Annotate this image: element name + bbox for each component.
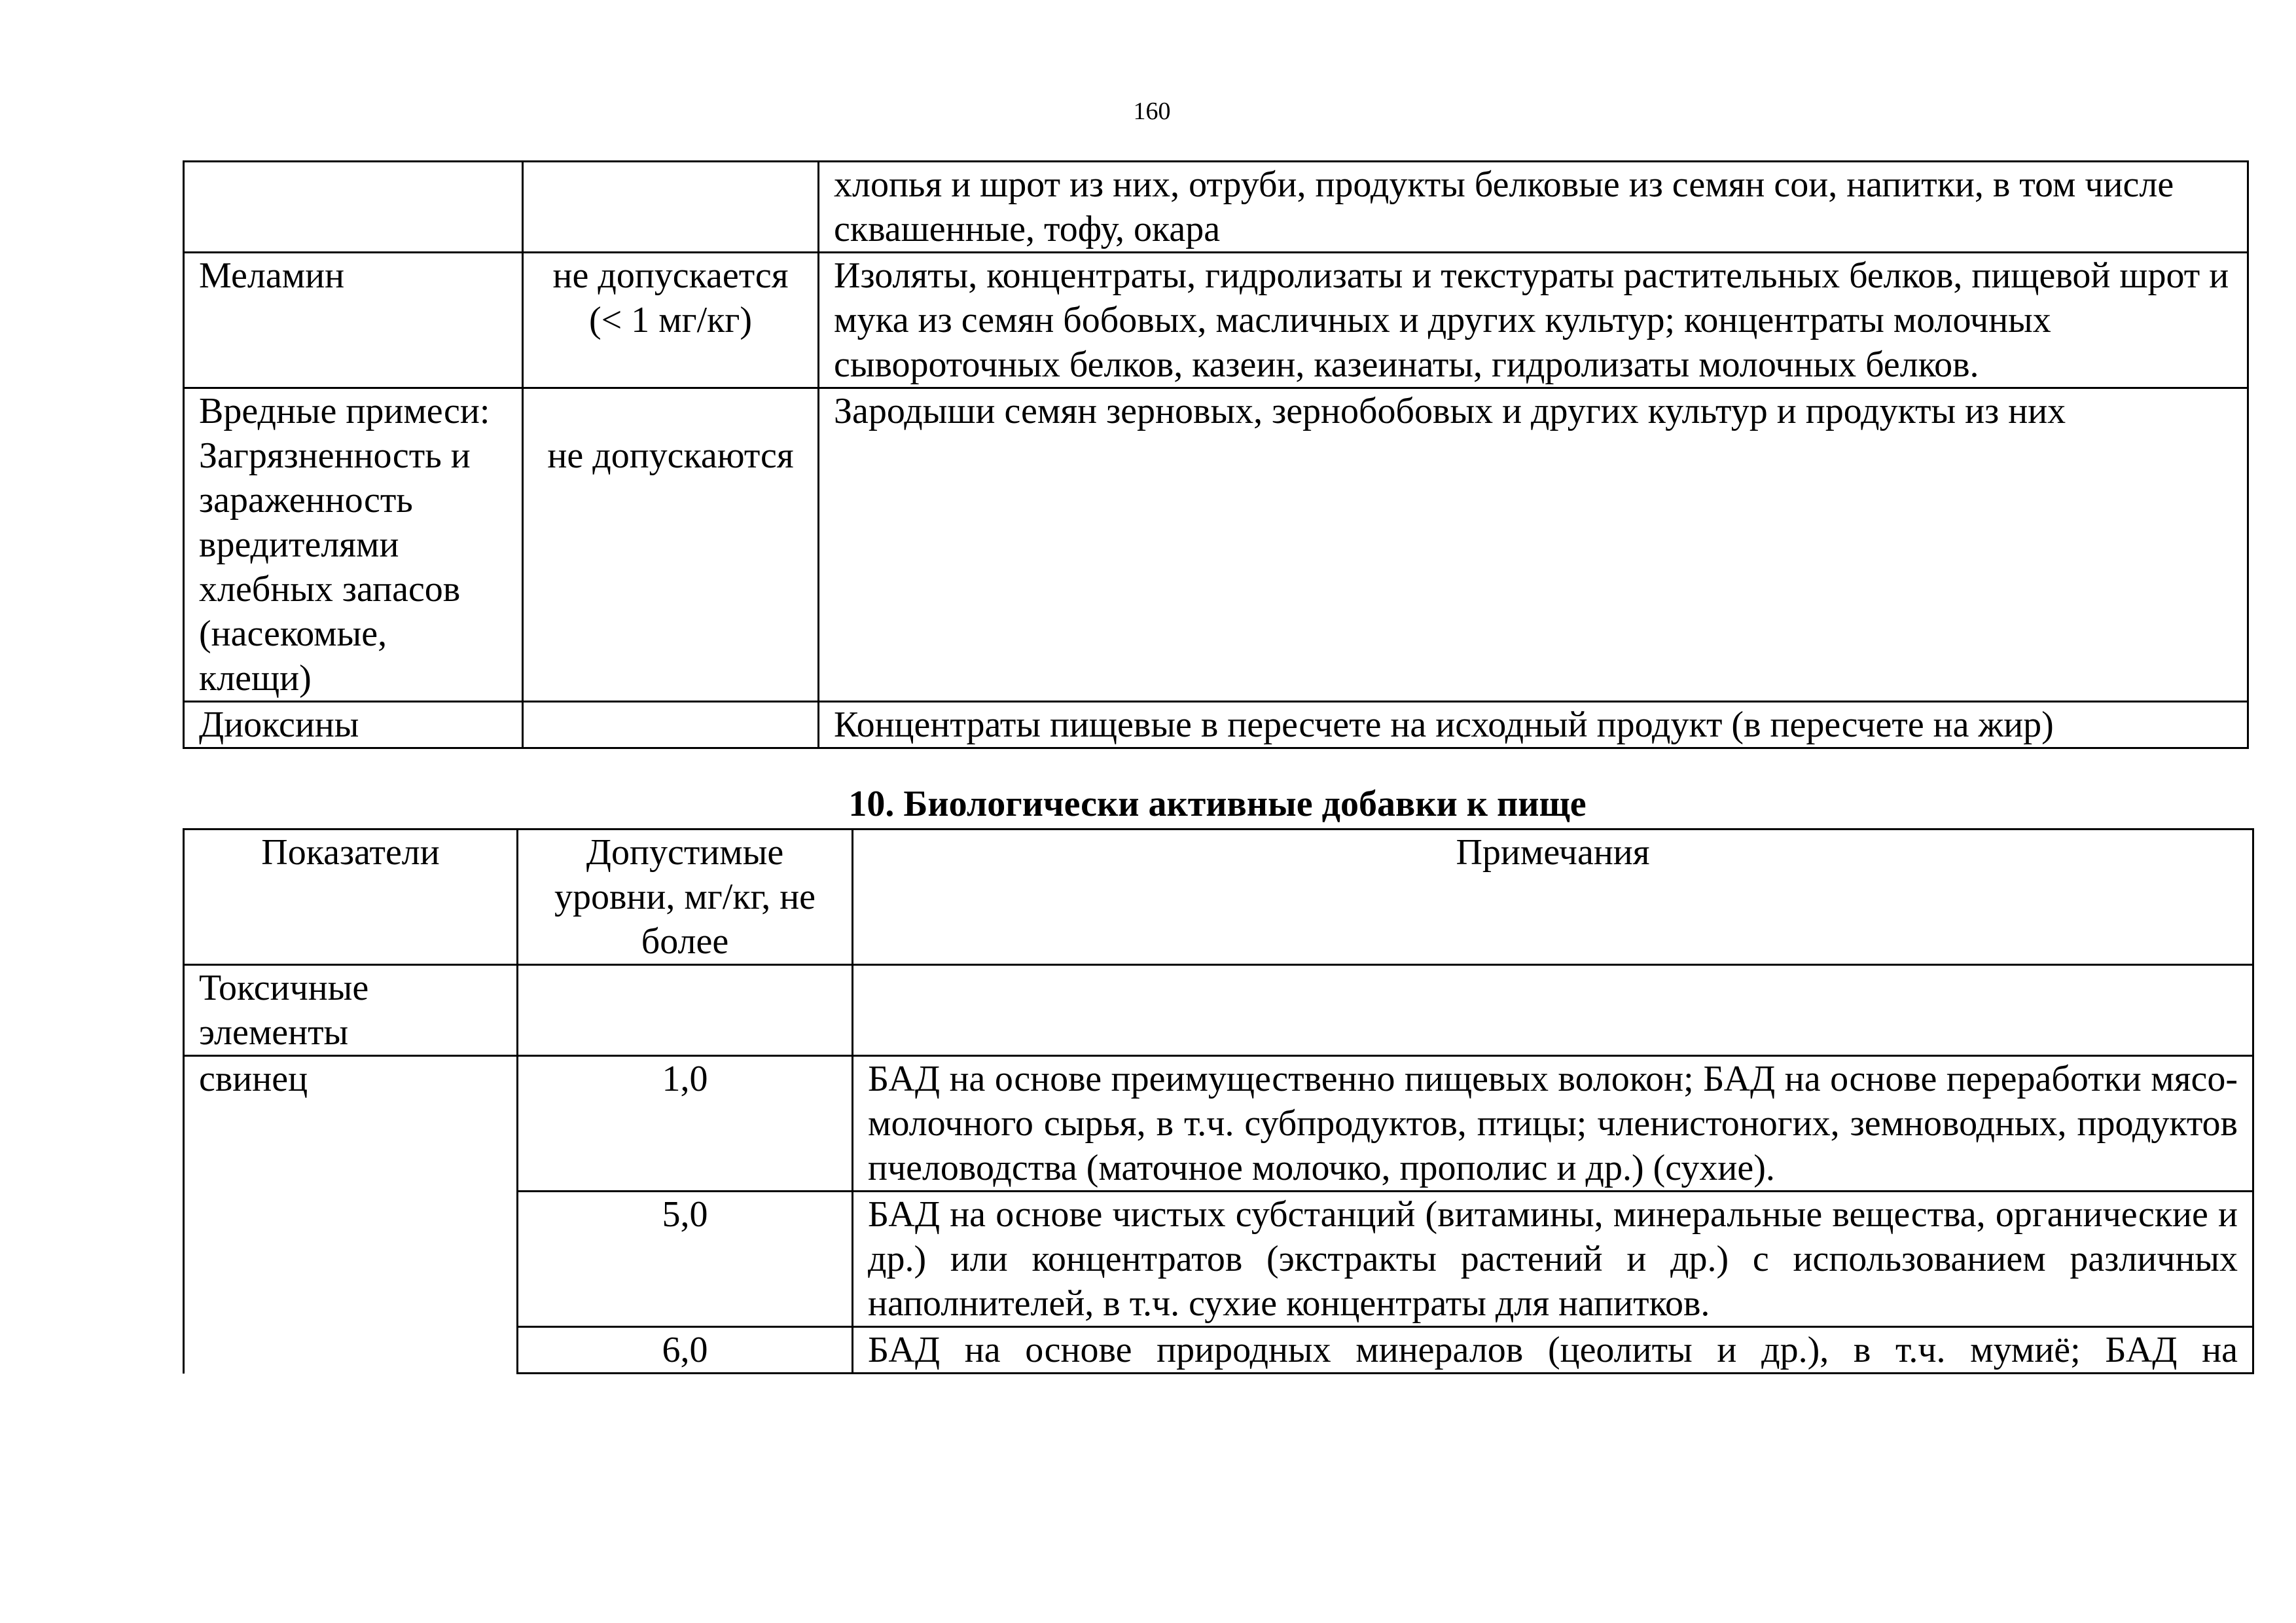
note-cell: БАД на основе преимущественно пищевых волокон; БАД на основе переработки мясо-молочного сырья, в т.ч. субпродуктов, птицы; членистоногих, земноводных, продуктов пчеловодства (маточное молочко, прополис и др.) (сухие). [853, 1056, 2253, 1192]
indicator-cell [184, 162, 523, 253]
group-label-cell: Токсичные элементы [184, 965, 518, 1056]
level-cell: не допускается (< 1 мг/кг) [523, 253, 819, 388]
table-row [184, 1056, 2253, 1192]
supplements-table [183, 828, 2254, 1374]
level-cell: 5,0 [518, 1192, 853, 1327]
level-cell: 1,0 [518, 1056, 853, 1192]
indicator-cell: Меламин [184, 253, 523, 388]
level-cell [523, 388, 819, 702]
table-row [184, 162, 2248, 253]
note-cell: Концентраты пищевые в пересчете на исходный продукт (в пересчете на жир) [819, 702, 2248, 748]
header-note: Примечания [853, 830, 2253, 965]
table-row [184, 702, 2248, 748]
indicator-cell: Вредные примеси: Загрязненность и зараженность вредителями хлебных запасов (насекомые, клещи) [184, 388, 523, 702]
table-row [184, 965, 2253, 1056]
empty-cell [518, 965, 853, 1056]
page-number: 160 [1133, 98, 1171, 125]
table-row [184, 388, 2248, 702]
note-cell: хлопья и шрот из них, отруби, продукты белковые из семян сои, напитки, в том числе сквашенные, тофу, окара [819, 162, 2248, 253]
header-indicator: Показатели [184, 830, 518, 965]
section-title: 10. Биологически активные добавки к пище [848, 784, 1587, 824]
contaminants-table-continued [183, 160, 2249, 749]
table-row [184, 253, 2248, 388]
note-cell: БАД на основе чистых субстанций (витамины, минеральные вещества, органические и др.) или концентратов (экстракты растений и др.) с использованием различных наполнителей, в т.ч. сухие концентраты для напитков. [853, 1192, 2253, 1327]
level-cell [523, 162, 819, 253]
level-cell [523, 702, 819, 748]
indicator-cell: Диоксины [184, 702, 523, 748]
note-cell: Изоляты, концентраты, гидролизаты и текстураты растительных белков, пищевой шрот и мука из семян бобовых, масличных и других культур; концентраты молочных сывороточных белков, казеин, казеинаты, гидролизаты молочных белков. [819, 253, 2248, 388]
element-cell: свинец [184, 1056, 518, 1374]
header-level: Допустимые уровни, мг/кг, не более [518, 830, 853, 965]
level-text: не допускаются [547, 435, 794, 476]
level-cell: 6,0 [518, 1327, 853, 1374]
empty-cell [853, 965, 2253, 1056]
table-header-row [184, 830, 2253, 965]
note-cell: Зародыши семян зерновых, зернобобовых и других культур и продукты из них [819, 388, 2248, 702]
note-cell: БАД на основе природных минералов (цеолиты и др.), в т.ч. мумиё; БАД на [853, 1327, 2253, 1374]
